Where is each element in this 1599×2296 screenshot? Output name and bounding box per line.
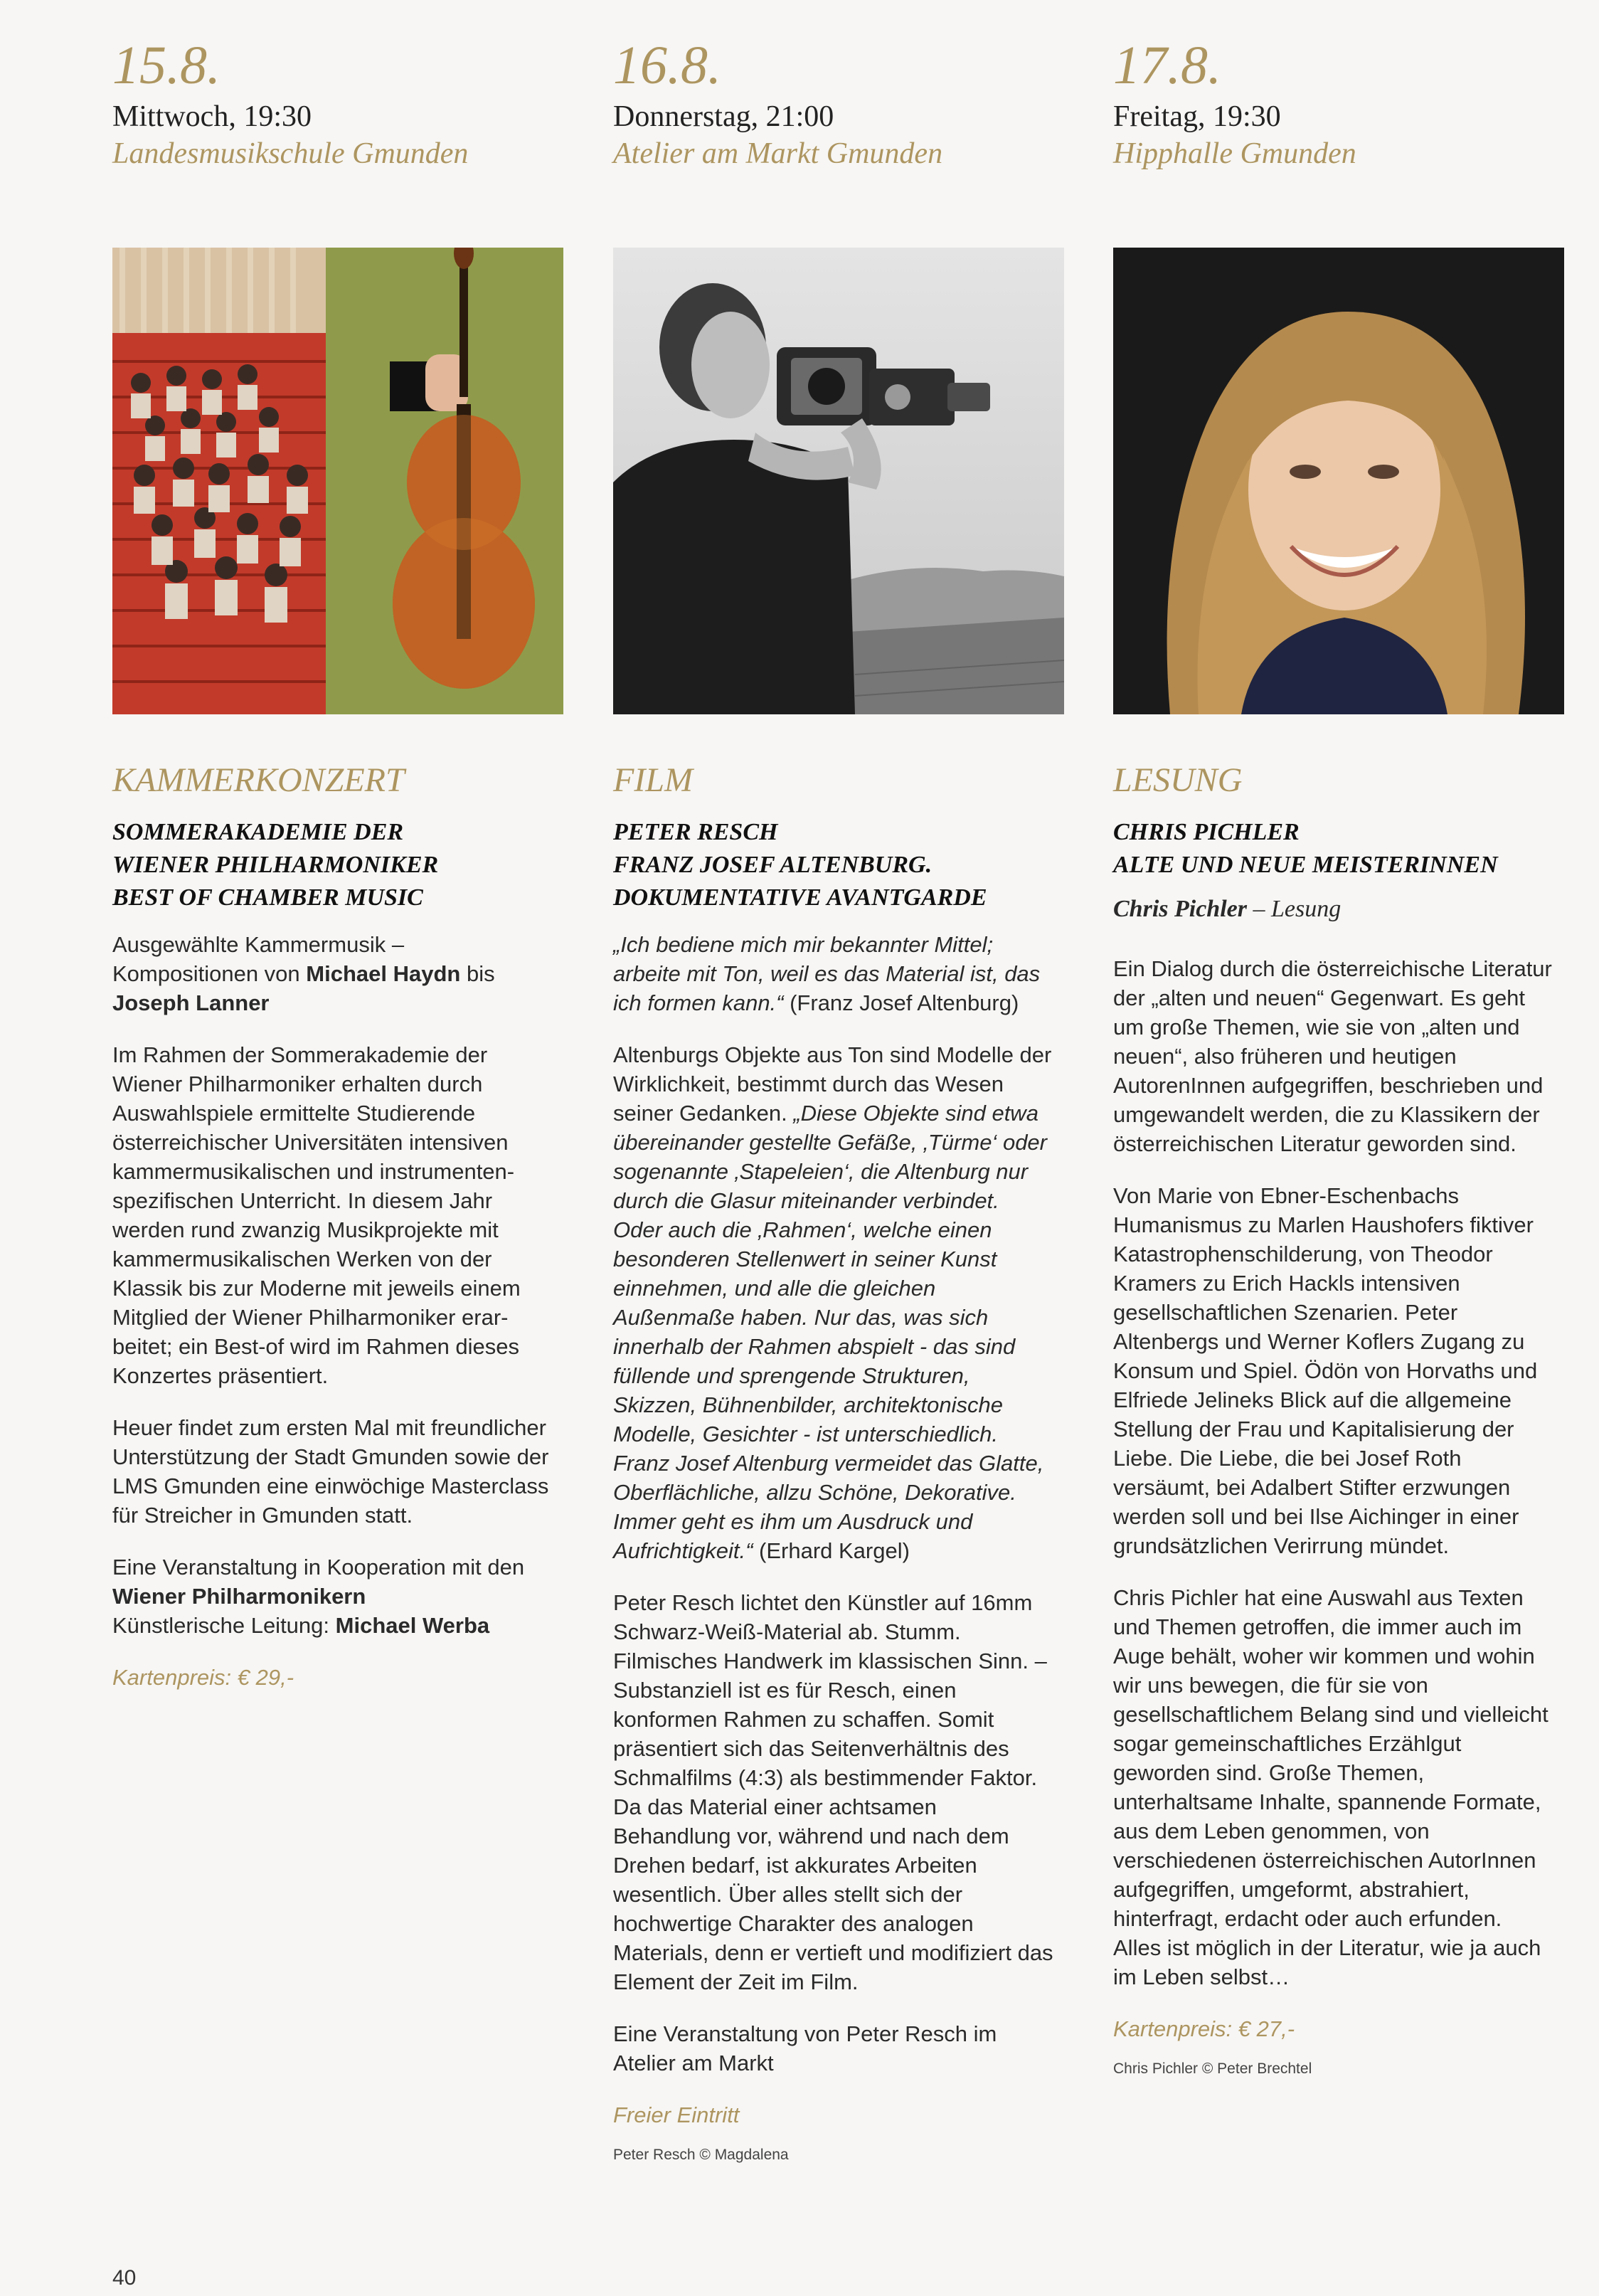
chamber-music-photo — [112, 248, 563, 714]
event-body-1 — [112, 758, 553, 1692]
event-column-3 — [1113, 36, 1576, 172]
event-cooperation: Eine Veranstaltung in Kooperation mit den Wiener Philharmonikern Künstlerische Leitung: Michael Werba — [112, 1555, 525, 1638]
event-category: LESUNG — [1113, 761, 1243, 799]
event-headline: PETER RESCH FRANZ JOSEF ALTENBURG. DOKUMENTATIVE AVANTGARDE — [613, 819, 987, 911]
event-weekday-time: Freitag, 19:30 — [1113, 100, 1281, 133]
event-date: 15.8. — [112, 36, 221, 95]
event-body-3 — [1113, 758, 1554, 2079]
event-venue: Landesmusikschule Gmunden — [112, 137, 469, 170]
page-number: 40 — [112, 2266, 137, 2290]
event-weekday-time: Mittwoch, 19:30 — [112, 100, 312, 133]
event-date: 17.8. — [1113, 36, 1221, 95]
event-organizer: Eine Veranstaltung von Peter Resch im Atelier am Markt — [613, 2021, 997, 2075]
event-description: Ein Dialog durch die österreichische Literatur der „alten und neuen“ Gegenwart. Es geht um große Themen, wie sie von „alten und neuen“, also früheren und heutigen AutorenInnen aufgegriffen, beschrieben und umgewandelt werden, die zu Klassikern der österreichischen Literatur geworden sind. — [1113, 956, 1552, 1156]
event-category: FILM — [613, 761, 693, 799]
event-headline: SOMMERAKADEMIE DER WIENER PHILHARMONIKER BEST OF CHAMBER MUSIC — [112, 819, 439, 911]
portrait-photo — [1113, 248, 1564, 714]
event-headline: CHRIS PICHLER ALTE UND NEUE MEISTERINNEN — [1113, 819, 1498, 878]
performer-line: Chris Pichler – Lesung — [1113, 896, 1342, 922]
event-date: 16.8. — [613, 36, 721, 95]
event-weekday-time: Donnerstag, 21:00 — [613, 100, 834, 133]
event-column-1 — [112, 36, 575, 172]
event-intro: Ausgewählte Kammermusik – Kompositionen von Michael Haydn bis Joseph Lanner — [112, 932, 495, 1015]
event-description: Heuer findet zum ersten Mal mit freundlicher Unterstützung der Stadt Gmunden sowie der LMS Gmunden eine einwöchige Masterclass für Streicher in Gmunden statt. — [112, 1415, 549, 1528]
filmmaker-photo — [613, 248, 1064, 714]
event-venue: Atelier am Markt Gmunden — [613, 137, 943, 170]
event-description: Chris Pichler hat eine Auswahl aus Texten und Themen getroffen, die immer auch im Auge behält, woher wir kommen und wohin wir uns bewegen, die für sie von gesellschaftlichem Belang sind und vielleicht sogar gemeinschaftliches Erzählgut geworden sind. Große Themen, unterhaltsame Inhalte, spannende Formate, aus dem Leben genommen, von verschiedenen österreichischen AutorInnen aufgegriffen, umgeformt, abstrahiert, hinterfragt, erdacht oder auch erfunden. Alles ist möglich in der Literatur, wie ja auch im Leben selbst… — [1113, 1585, 1548, 1989]
ticket-price: Kartenpreis: € 29,- — [112, 1665, 294, 1690]
photo-credit: Peter Resch © Magdalena — [613, 2147, 789, 2163]
ticket-price: Kartenpreis: € 27,- — [1113, 2016, 1295, 2041]
ticket-price: Freier Eintritt — [613, 2102, 740, 2127]
event-description: Im Rahmen der Sommerakademie der Wiener Philharmoniker erhalten durch Auswahlspiele ermittelte Studierende österreichischer Universitäten intensiven kammermusikalischen und instrumentenspezifischen Unterricht. In diesem Jahr werden rund zwanzig Musikprojekte mit kammermusikalischen Werken von der Klassik bis zur Moderne mit jeweils einem Mitglied der Wiener Philharmoniker erarbeitet; ein Best-of wird im Rahmen dieses Konzertes präsentiert. — [112, 1042, 521, 1388]
event-venue: Hipphalle Gmunden — [1113, 137, 1356, 170]
event-description: Von Marie von Ebner-Eschenbachs Humanismus zu Marlen Haushofers fiktiver Katastrophenschilderung, von Theodor Kramers zu Erich Hackls intensiven gesellschaftlichen Szenarien. Peter Altenbergs und Werner Koflers Zugang zu Konsum und Spiel. Ödön von Horvaths und Elfriede Jelineks Blick auf die allgemeine Stellung der Frau und Kapitalisierung der Liebe. Die Liebe, die bei Josef Roth versäumt, bei Adalbert Stifter erzwungen werden soll und bei Ilse Aichinger in einer grundsätzlichen Verirrung mündet. — [1113, 1183, 1538, 1558]
event-body-2 — [613, 758, 1054, 2165]
photo-credit: Chris Pichler © Peter Brechtel — [1113, 2060, 1312, 2077]
event-description: Altenburgs Objekte aus Ton sind Modelle der Wirklichkeit, bestimmt durch das Wesen seiner Gedanken. „Diese Objekte sind etwa übereinander gestellte Gefäße, ‚Türme‘ oder sogenannte ‚Stapeleien‘, die Altenburg nur durch die Glasur miteinander verbindet. Oder auch die ‚Rahmen‘, welche einen besonderen Stellenwert in seiner Kunst einnehmen, und alle die gleichen Außenmaße haben. Nur das, was sich innerhalb der Rahmen abspielt - das sind füllende und sprengende Strukturen, Skizzen, Bühnenbilder, architektonische Modelle, Gesichter - ist unterschiedlich. Franz Josef Altenburg vermeidet das Glatte, Oberflächliche, allzu Schöne, Dekorative. Immer geht es ihm um Ausdruck und Aufrichtigkeit.“ (Erhard Kargel) — [613, 1042, 1052, 1563]
event-category: KAMMERKONZERT — [112, 761, 405, 799]
event-quote: „Ich bediene mich mir bekannter Mittel; arbeite mit Ton, weil es das Material ist, das ich formen kann.“ (Franz Josef Altenburg) — [613, 932, 1041, 1015]
event-description: Peter Resch lichtet den Künstler auf 16mm Schwarz-Weiß-Material ab. Stumm. Filmisches Handwerk im klassischen Sinn. – Substanziell ist es für Resch, einen konformen Rahmen zu schaffen. Somit präsentiert sich das Seitenverhältnis des Schmalfilms (4:3) als bestimmender Faktor. Da das Material einer achtsamen Behandlung vor, während und nach dem Drehen bedarf, ist akkurates Arbeiten wesentlich. Über alles stellt sich der hochwertige Charakter des analogen Materials, denn er vertieft und modifiziert das Element der Zeit im Film. — [613, 1590, 1053, 1994]
event-column-2 — [613, 36, 1075, 172]
